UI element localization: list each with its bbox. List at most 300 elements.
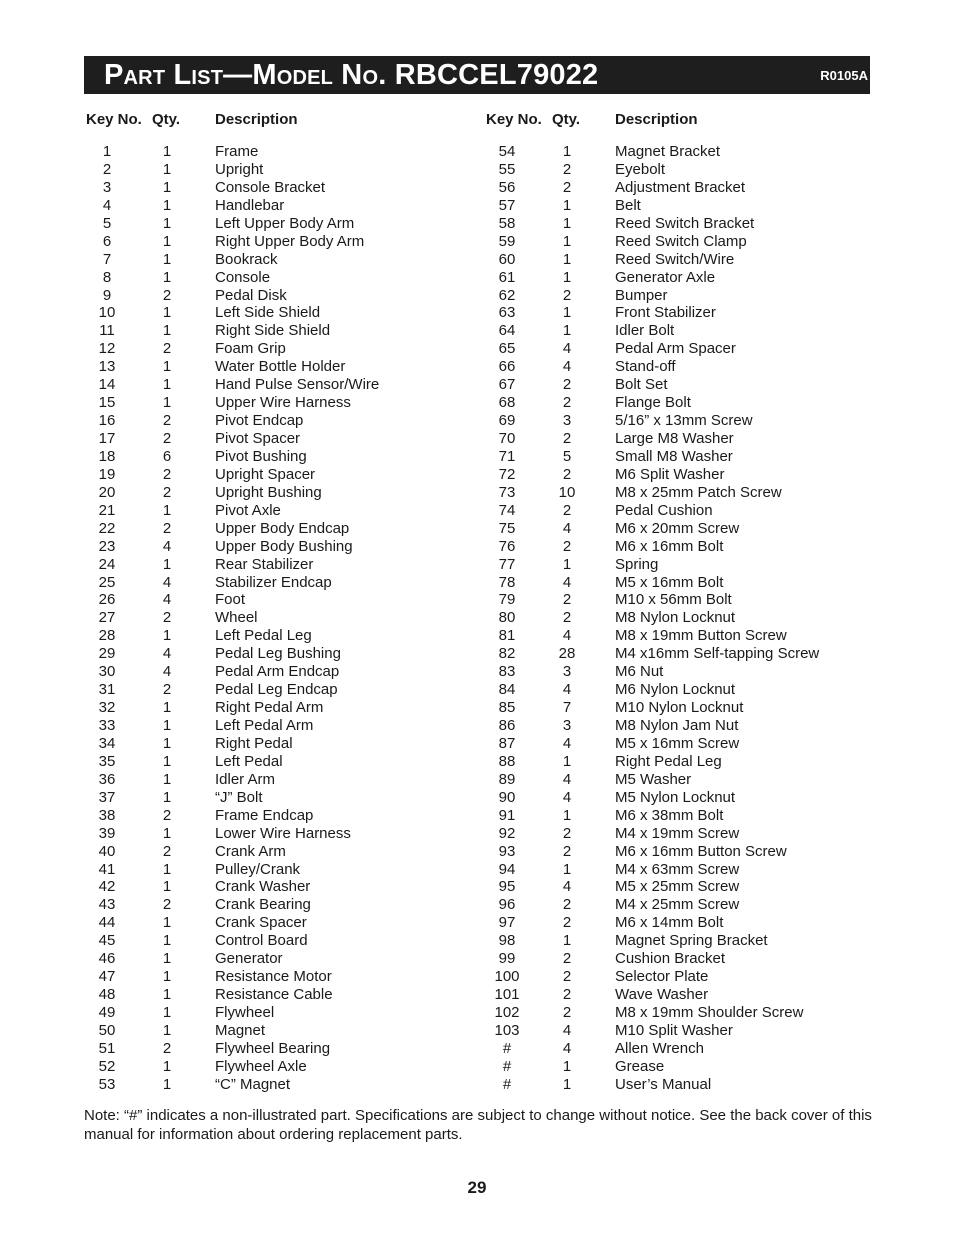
part-qty: 1 — [562, 143, 572, 160]
part-description: Allen Wrench — [615, 1039, 704, 1057]
part-qty: 2 — [562, 178, 572, 196]
part-qty: 1 — [162, 824, 172, 842]
part-description: Left Side Shield — [215, 304, 321, 322]
part-qty: 2 — [162, 483, 172, 501]
part-description: Magnet — [215, 1021, 266, 1039]
part-qty: 2 — [162, 896, 172, 914]
part-description: Handlebar — [215, 196, 285, 214]
part-qty: 1 — [562, 304, 572, 322]
part-key-no: 44 — [98, 914, 116, 932]
part-key-no: 21 — [98, 501, 116, 519]
part-description: Grease — [615, 1057, 665, 1075]
part-description: Pedal Cushion — [615, 501, 713, 519]
part-key-no: 32 — [98, 699, 116, 717]
part-description: Crank Washer — [215, 878, 311, 896]
part-qty: 2 — [562, 376, 572, 394]
part-key-no: 37 — [98, 788, 116, 806]
part-key-no: 68 — [498, 394, 516, 412]
part-qty: 5 — [562, 447, 572, 465]
part-qty: 1 — [162, 178, 172, 196]
part-key-no: 13 — [98, 358, 116, 376]
part-qty: 1 — [562, 232, 572, 250]
part-description: M8 x 19mm Shoulder Screw — [615, 1004, 804, 1021]
part-qty: 4 — [562, 770, 572, 788]
part-description: Left Pedal — [215, 752, 283, 770]
part-key-no: 57 — [498, 196, 516, 214]
part-description: Idler Bolt — [615, 322, 675, 340]
part-qty: 1 — [162, 932, 172, 950]
part-key-no: 19 — [98, 465, 116, 483]
part-key-no: 80 — [498, 609, 516, 627]
part-qty: 2 — [162, 681, 172, 699]
part-description: Wave Washer — [615, 986, 709, 1004]
part-key-no: 51 — [98, 1039, 116, 1057]
part-qty: 4 — [562, 573, 572, 591]
part-qty: 1 — [162, 160, 172, 178]
part-description: Upper Body Endcap — [215, 519, 350, 537]
part-description: Bolt Set — [615, 376, 668, 394]
part-description: Pivot Spacer — [215, 430, 301, 447]
part-description: Foot — [215, 591, 246, 609]
part-description: Pivot Axle — [215, 501, 281, 519]
part-key-no: 96 — [498, 896, 516, 914]
part-description: M5 x 25mm Screw — [615, 878, 740, 896]
part-key-no: 81 — [498, 627, 516, 645]
part-key-no: 85 — [498, 699, 516, 717]
part-description: “C” Magnet — [215, 1075, 291, 1093]
part-qty: 1 — [162, 986, 172, 1004]
part-description: Frame — [215, 143, 259, 160]
part-key-no: 48 — [98, 986, 116, 1004]
part-key-no: 28 — [98, 627, 116, 645]
part-key-no: 22 — [98, 519, 116, 537]
part-description: Left Upper Body Arm — [215, 214, 355, 232]
part-qty: 1 — [162, 627, 172, 645]
part-qty: 4 — [562, 681, 572, 699]
part-key-no: 23 — [98, 537, 116, 555]
part-key-no: 41 — [98, 860, 116, 878]
part-key-no: 75 — [498, 519, 516, 537]
part-description: Magnet Bracket — [615, 143, 721, 160]
part-qty: 1 — [562, 1057, 572, 1075]
part-qty: 2 — [562, 501, 572, 519]
part-key-no: 76 — [498, 537, 516, 555]
part-description: Pedal Disk — [215, 286, 287, 304]
part-description: Adjustment Bracket — [615, 178, 746, 196]
part-description: M8 Nylon Jam Nut — [615, 717, 739, 734]
part-key-no: 50 — [98, 1021, 116, 1039]
part-qty: 2 — [562, 842, 572, 860]
qty-header: Qty. — [552, 111, 581, 128]
part-description: M8 x 25mm Patch Screw — [615, 483, 782, 501]
part-description: Generator — [215, 950, 283, 968]
part-qty: 4 — [562, 1021, 572, 1039]
part-qty: 1 — [162, 250, 172, 268]
part-key-no: 7 — [102, 250, 112, 268]
part-description: Right Pedal Leg — [615, 752, 722, 770]
part-qty: 1 — [162, 1075, 172, 1093]
part-description: Selector Plate — [615, 968, 709, 986]
part-description: Pedal Arm Endcap — [215, 663, 340, 681]
part-key-no: 61 — [498, 268, 516, 286]
part-qty: 6 — [162, 447, 172, 465]
part-qty: 2 — [562, 537, 572, 555]
part-key-no: 35 — [98, 752, 116, 770]
part-key-no: 43 — [98, 896, 116, 914]
part-key-no: # — [502, 1039, 512, 1057]
part-key-no: 49 — [98, 1004, 116, 1021]
part-key-no: 93 — [498, 842, 516, 860]
part-description: M8 x 19mm Button Screw — [615, 627, 787, 645]
description-header: Description — [215, 111, 298, 128]
part-qty: 1 — [162, 734, 172, 752]
part-qty: 1 — [162, 788, 172, 806]
part-key-no: 40 — [98, 842, 116, 860]
part-key-no: 54 — [498, 143, 516, 160]
part-description: Generator Axle — [615, 268, 716, 286]
footnote: Note: “#” indicates a non-illustrated part. Specifications are subject to change without notice. See the back cover of this manual for information about ordering replacement parts. — [84, 1107, 872, 1143]
part-description: Idler Arm — [215, 770, 276, 788]
part-description: M10 Nylon Locknut — [615, 699, 744, 717]
part-key-no: 71 — [498, 447, 516, 465]
part-qty: 2 — [162, 1039, 172, 1057]
part-key-no: 56 — [498, 178, 516, 196]
part-description: Reed Switch/Wire — [615, 250, 735, 268]
part-key-no: 82 — [498, 645, 516, 663]
part-qty: 1 — [162, 555, 172, 573]
part-key-no: 47 — [98, 968, 116, 986]
part-key-no: 92 — [498, 824, 516, 842]
part-description: M5 x 16mm Screw — [615, 734, 740, 752]
part-key-no: 38 — [98, 806, 116, 824]
part-qty: 2 — [162, 842, 172, 860]
part-qty: 2 — [162, 609, 172, 627]
part-description: Pedal Leg Endcap — [215, 681, 338, 699]
part-qty: 2 — [162, 340, 172, 358]
part-description: Reed Switch Bracket — [615, 214, 755, 232]
part-description: Belt — [615, 196, 641, 214]
part-qty: 4 — [162, 573, 172, 591]
part-qty: 2 — [562, 950, 572, 968]
part-description: Pivot Bushing — [215, 447, 307, 465]
part-key-no: 90 — [498, 788, 516, 806]
part-key-no: 98 — [498, 932, 516, 950]
part-description: Pedal Leg Bushing — [215, 645, 341, 663]
part-qty: 2 — [162, 465, 172, 483]
part-key-no: 3 — [102, 178, 112, 196]
part-description: M4 x16mm Self-tapping Screw — [615, 645, 820, 663]
part-qty: 1 — [562, 268, 572, 286]
part-description: Crank Arm — [215, 842, 286, 860]
part-qty: 7 — [562, 699, 572, 717]
part-key-no: 84 — [498, 681, 516, 699]
part-description: Upright — [215, 160, 264, 178]
part-description: M5 Washer — [615, 770, 692, 788]
part-qty: 1 — [562, 250, 572, 268]
part-qty: 1 — [562, 932, 572, 950]
part-qty: 2 — [162, 286, 172, 304]
part-key-no: 65 — [498, 340, 516, 358]
title-bar — [84, 56, 870, 94]
part-qty: 2 — [562, 591, 572, 609]
part-key-no: 14 — [98, 376, 116, 394]
part-key-no: 73 — [498, 483, 516, 501]
part-description: Pulley/Crank — [215, 860, 301, 878]
part-description: M10 x 56mm Bolt — [615, 591, 732, 609]
part-key-no: 31 — [98, 681, 116, 699]
part-qty: 1 — [562, 322, 572, 340]
part-key-no: 64 — [498, 322, 516, 340]
part-qty: 4 — [562, 340, 572, 358]
part-key-no: # — [502, 1075, 512, 1093]
part-description: Large M8 Washer — [615, 430, 734, 447]
part-qty: 2 — [562, 465, 572, 483]
part-qty: 28 — [558, 645, 576, 663]
part-description: M6 Nylon Locknut — [615, 681, 736, 699]
part-description: Spring — [615, 555, 659, 573]
qty-header: Qty. — [152, 111, 181, 128]
part-qty: 4 — [562, 1039, 572, 1057]
part-qty: 1 — [162, 304, 172, 322]
part-key-no: 99 — [498, 950, 516, 968]
part-qty: 4 — [562, 519, 572, 537]
part-qty: 2 — [562, 609, 572, 627]
part-key-no: 55 — [498, 160, 516, 178]
part-qty: 1 — [162, 1004, 172, 1021]
part-key-no: 62 — [498, 286, 516, 304]
part-key-no: 33 — [98, 717, 116, 734]
part-description: Small M8 Washer — [615, 447, 733, 465]
part-qty: 1 — [162, 214, 172, 232]
part-description: Flywheel Bearing — [215, 1039, 331, 1057]
part-qty: 1 — [162, 968, 172, 986]
part-qty: 2 — [562, 896, 572, 914]
part-key-no: 70 — [498, 430, 516, 447]
part-description: Upright Spacer — [215, 465, 316, 483]
part-qty: 3 — [562, 412, 572, 430]
part-key-no: 34 — [98, 734, 116, 752]
part-qty: 4 — [162, 591, 172, 609]
page-title: Part List—Model No. RBCCEL79022 — [104, 59, 599, 91]
part-description: Magnet Spring Bracket — [615, 932, 768, 950]
part-key-no: 63 — [498, 304, 516, 322]
part-qty: 1 — [162, 376, 172, 394]
part-description: Flywheel — [215, 1004, 275, 1021]
part-qty: 2 — [562, 286, 572, 304]
part-qty: 1 — [162, 717, 172, 734]
part-qty: 4 — [562, 788, 572, 806]
part-description: Frame Endcap — [215, 806, 314, 824]
part-key-no: 78 — [498, 573, 516, 591]
part-description: Pivot Endcap — [215, 412, 304, 430]
part-description: Upright Bushing — [215, 483, 322, 501]
part-description: Wheel — [215, 609, 258, 627]
page-number: 29 — [467, 1178, 487, 1197]
part-key-no: 18 — [98, 447, 116, 465]
part-key-no: 4 — [102, 196, 112, 214]
part-qty: 4 — [162, 645, 172, 663]
part-key-no: 42 — [98, 878, 116, 896]
part-description: Resistance Motor — [215, 968, 332, 986]
part-key-no: 74 — [498, 501, 516, 519]
part-key-no: 66 — [498, 358, 516, 376]
part-qty: 2 — [562, 968, 572, 986]
part-qty: 1 — [162, 322, 172, 340]
part-key-no: 60 — [498, 250, 516, 268]
part-description: Console Bracket — [215, 178, 326, 196]
part-key-no: 97 — [498, 914, 516, 932]
part-description: Pedal Arm Spacer — [615, 340, 736, 358]
part-qty: 2 — [162, 806, 172, 824]
part-description: Flywheel Axle — [215, 1057, 307, 1075]
part-qty: 1 — [162, 1021, 172, 1039]
part-description: Crank Spacer — [215, 914, 307, 932]
part-key-no: 5 — [102, 214, 112, 232]
part-qty: 1 — [162, 196, 172, 214]
part-key-no: 10 — [98, 304, 116, 322]
part-description: Right Pedal Arm — [215, 699, 324, 717]
part-qty: 1 — [162, 752, 172, 770]
part-key-no: 9 — [102, 286, 112, 304]
part-description: Upper Body Bushing — [215, 537, 353, 555]
part-description: Crank Bearing — [215, 896, 311, 914]
part-description: M6 x 16mm Bolt — [615, 537, 724, 555]
part-key-no: 94 — [498, 860, 516, 878]
part-qty: 1 — [162, 232, 172, 250]
part-qty: 1 — [162, 358, 172, 376]
part-description: M4 x 25mm Screw — [615, 896, 740, 914]
part-description: Bumper — [615, 286, 668, 304]
part-key-no: 25 — [98, 573, 116, 591]
part-description: Console — [215, 268, 271, 286]
part-qty: 1 — [562, 752, 572, 770]
part-key-no: 52 — [98, 1057, 116, 1075]
part-key-no: 86 — [498, 717, 516, 734]
part-key-no: 17 — [98, 430, 116, 447]
part-qty: 4 — [562, 734, 572, 752]
part-qty: 2 — [562, 430, 572, 447]
part-key-no: 69 — [498, 412, 516, 430]
key-no-header: Key No. — [86, 111, 142, 128]
part-qty: 1 — [162, 143, 172, 160]
part-description: M10 Split Washer — [615, 1021, 733, 1039]
part-description: Resistance Cable — [215, 986, 333, 1004]
part-description: M6 x 14mm Bolt — [615, 914, 724, 932]
part-description: M5 Nylon Locknut — [615, 788, 736, 806]
key-no-header: Key No. — [486, 111, 542, 128]
part-qty: 3 — [562, 663, 572, 681]
part-key-no: 24 — [98, 555, 116, 573]
part-description: Rear Stabilizer — [215, 555, 314, 573]
part-qty: 1 — [162, 860, 172, 878]
part-key-no: 12 — [98, 340, 116, 358]
part-key-no: 11 — [99, 322, 115, 340]
part-key-no: 27 — [98, 609, 116, 627]
part-qty: 4 — [162, 537, 172, 555]
part-qty: 2 — [162, 519, 172, 537]
part-key-no: 67 — [498, 376, 516, 394]
part-description: Foam Grip — [215, 340, 286, 358]
part-key-no: 15 — [98, 394, 116, 412]
part-description: M6 Nut — [615, 663, 664, 681]
part-description: M8 Nylon Locknut — [615, 609, 736, 627]
part-key-no: 6 — [102, 232, 112, 250]
part-description: M6 x 16mm Button Screw — [615, 842, 787, 860]
part-key-no: 26 — [98, 591, 116, 609]
part-key-no: 95 — [498, 878, 516, 896]
part-key-no: 88 — [498, 752, 516, 770]
part-description: M4 x 19mm Screw — [615, 824, 740, 842]
part-qty: 2 — [562, 1004, 572, 1021]
part-qty: 4 — [562, 878, 572, 896]
part-description: M6 x 20mm Screw — [615, 519, 740, 537]
part-description: Left Pedal Arm — [215, 717, 314, 734]
part-description: Stand-off — [615, 358, 676, 376]
part-key-no: 101 — [494, 986, 520, 1004]
part-key-no: 45 — [98, 932, 116, 950]
part-qty: 1 — [162, 268, 172, 286]
part-key-no: 30 — [98, 663, 116, 681]
part-qty: 1 — [562, 196, 572, 214]
part-qty: 1 — [162, 501, 172, 519]
part-description: Right Side Shield — [215, 322, 331, 340]
description-header: Description — [615, 111, 698, 128]
part-description: Cushion Bracket — [615, 950, 726, 968]
part-key-no: 87 — [498, 734, 516, 752]
part-key-no: 91 — [498, 806, 516, 824]
part-description: Right Pedal — [215, 734, 293, 752]
part-qty: 2 — [162, 430, 172, 447]
part-qty: 2 — [562, 914, 572, 932]
part-qty: 1 — [562, 214, 572, 232]
part-key-no: 100 — [494, 968, 520, 986]
part-qty: 1 — [562, 860, 572, 878]
part-qty: 1 — [162, 950, 172, 968]
part-key-no: 16 — [98, 412, 116, 430]
part-description: Right Upper Body Arm — [215, 232, 365, 250]
part-description: Hand Pulse Sensor/Wire — [215, 376, 380, 394]
part-qty: 2 — [562, 824, 572, 842]
part-qty: 1 — [162, 914, 172, 932]
part-key-no: 89 — [498, 770, 516, 788]
part-key-no: 53 — [98, 1075, 116, 1093]
part-description: User’s Manual — [615, 1075, 712, 1093]
part-key-no: 1 — [102, 143, 112, 160]
part-key-no: 102 — [494, 1004, 520, 1021]
part-description: M6 Split Washer — [615, 465, 725, 483]
part-qty: 4 — [562, 358, 572, 376]
part-description: Upper Wire Harness — [215, 394, 351, 412]
part-qty: 1 — [162, 1057, 172, 1075]
part-description: M5 x 16mm Bolt — [615, 573, 724, 591]
part-description: Eyebolt — [615, 160, 666, 178]
part-qty: 2 — [562, 160, 572, 178]
part-qty: 4 — [162, 663, 172, 681]
part-qty: 2 — [562, 394, 572, 412]
part-description: Left Pedal Leg — [215, 627, 312, 645]
part-key-no: 46 — [98, 950, 116, 968]
part-key-no: # — [502, 1057, 512, 1075]
part-description: Front Stabilizer — [615, 304, 716, 322]
part-key-no: 2 — [102, 160, 112, 178]
part-qty: 2 — [562, 986, 572, 1004]
part-qty: 1 — [162, 394, 172, 412]
part-description: M6 x 38mm Bolt — [615, 806, 724, 824]
part-qty: 1 — [162, 770, 172, 788]
part-qty: 10 — [558, 483, 576, 501]
part-description: Reed Switch Clamp — [615, 232, 747, 250]
part-key-no: 29 — [98, 645, 116, 663]
